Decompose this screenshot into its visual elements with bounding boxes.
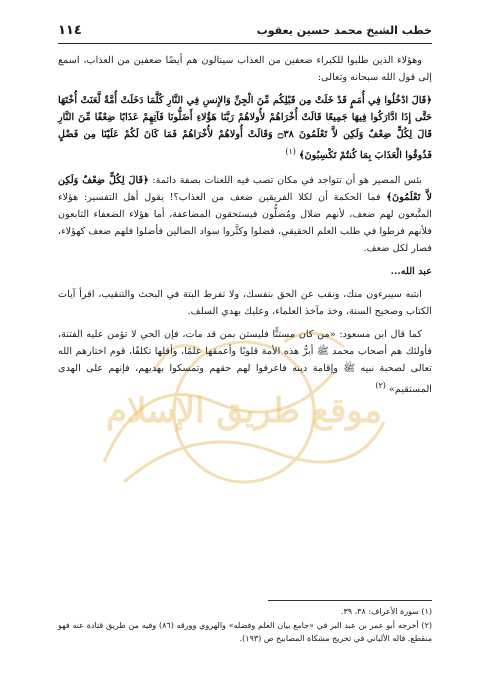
paragraph: وهؤلاء الذين طلبوا للكبراء ضعفين من العذاب سينالون هم أيضًا ضعفين من العذاب، اسمع إلى قول الله سبحانه وتعالى:	[58, 55, 432, 83]
footnote-ref: (٢)	[375, 381, 386, 391]
page-number: ١١٤	[58, 22, 82, 38]
footnotes	[58, 605, 432, 646]
quran-verse: ﴿قَالَ لِكُلٍّ ضِعْفٌ وَلَكِن لاَّ تَعْلَمُونَ﴾	[58, 175, 432, 204]
svg-text:موقع طريق الإسلام: موقع طريق الإسلام	[105, 391, 383, 431]
running-title: خطب الشيخ محمد حسين يعقوب	[256, 23, 432, 37]
paragraph	[58, 326, 432, 398]
footnote: (٢) أخرجه أبو عمر بن عبد البر في «جامع بيان العلم وفضله» والهروي وورقه (٨٦) وفيه من طريق قتادة عنه فهو منقطع. قاله الألباني في تخريج مشكاة المصابيح ص (١٩٣).	[58, 621, 433, 643]
main-text	[58, 52, 432, 597]
page-header	[58, 18, 432, 42]
footnote-ref: (١)	[285, 147, 296, 156]
section-heading: عبد الله...	[390, 266, 432, 278]
paragraph-text: فما الحكمة أن لكلا الفريقين ضعف من العذاب؟! يقول أهل التفسير: هؤلاء المتَّبعون لهم ضعف، لأنهم ضلال ومُضلُّون فيستحقون المضاعفة، أما هؤلاء الضعفاء التابعون فلأنهم فرطوا في طلب العلم الحقيقي، فضلوا وكثَّروا سواد الضالين فأضلوا فلهم ضعف كهؤلاء، فصار لكل ضعف.	[58, 192, 432, 255]
quran-verse: ﴿قَالَ ادْخُلُوا فِي أُمَمٍ قَدْ خَلَتْ مِن قَبْلِكُم مِّنَ الْجِنِّ وَالإِنسِ فِي النَّارِ كُلَّمَا دَخَلَتْ أُمَّةٌ لَّعَنَتْ أُخْتَهَا حَتَّى إِذَا ادَّارَكُوا فِيهَا جَمِيعًا قَالَتْ أُخْرَاهُمْ لأُولاهُمْ رَبَّنَا هَؤُلاءِ أَضَلُّونَا فَآتِهِمْ عَذَابًا ضِعْفًا مِّنَ النَّارِ قَالَ لِكُلٍّ ضِعْفٌ وَلَكِن لاَّ تَعْلَمُونَ ۝٣٨ وَقَالَتْ أُولاهُمْ لأُخْرَاهُمْ فَمَا كَانَ لَكُمْ عَلَيْنَا مِن فَضْلٍ فَذُوقُوا الْعَذَابَ بِمَا كُنتُمْ تَكْسِبُونَ﴾	[58, 95, 432, 162]
paragraph: انتبه سيبرءون منك، ونقب عن الحق بنفسك، ولا تفرط البتة في البحث والتنقيب، اقرأ آيات الكتاب وصحيح السنة، وخذ مآخذ العلماء، وعليك بهدي السلف.	[58, 289, 432, 318]
quran-verse-block	[58, 92, 432, 164]
footnote: (١) سورة الأعراف: ٣٨، ٣٩.	[340, 607, 432, 616]
header-rule	[58, 43, 432, 44]
paragraph	[58, 172, 432, 257]
quote-text: كما قال ابن مسعود: «من كان مستنًّا فليستن بمن قد مات، فإن الحي لا تؤمن عليه الفتنة، فأولئك هم أصحاب محمد ﷺ أبرُّ هذه الأمة قلوبًا وأعمقها علمًا، وأقلها تكلفًا، قوم اختارهم الله تعالى لصحبة نبيه ﷺ وإقامة دينه فاعرفوا لهم حقهم وتمسكوا بهديهم، فإنهم على الهدى المستقيم»	[58, 329, 432, 396]
footnote-rule	[268, 600, 432, 601]
paragraph-intro: بئس المصير هو أن تتواجد في مكان تصب فيه اللعنات بصفة دائمة:	[152, 175, 422, 187]
